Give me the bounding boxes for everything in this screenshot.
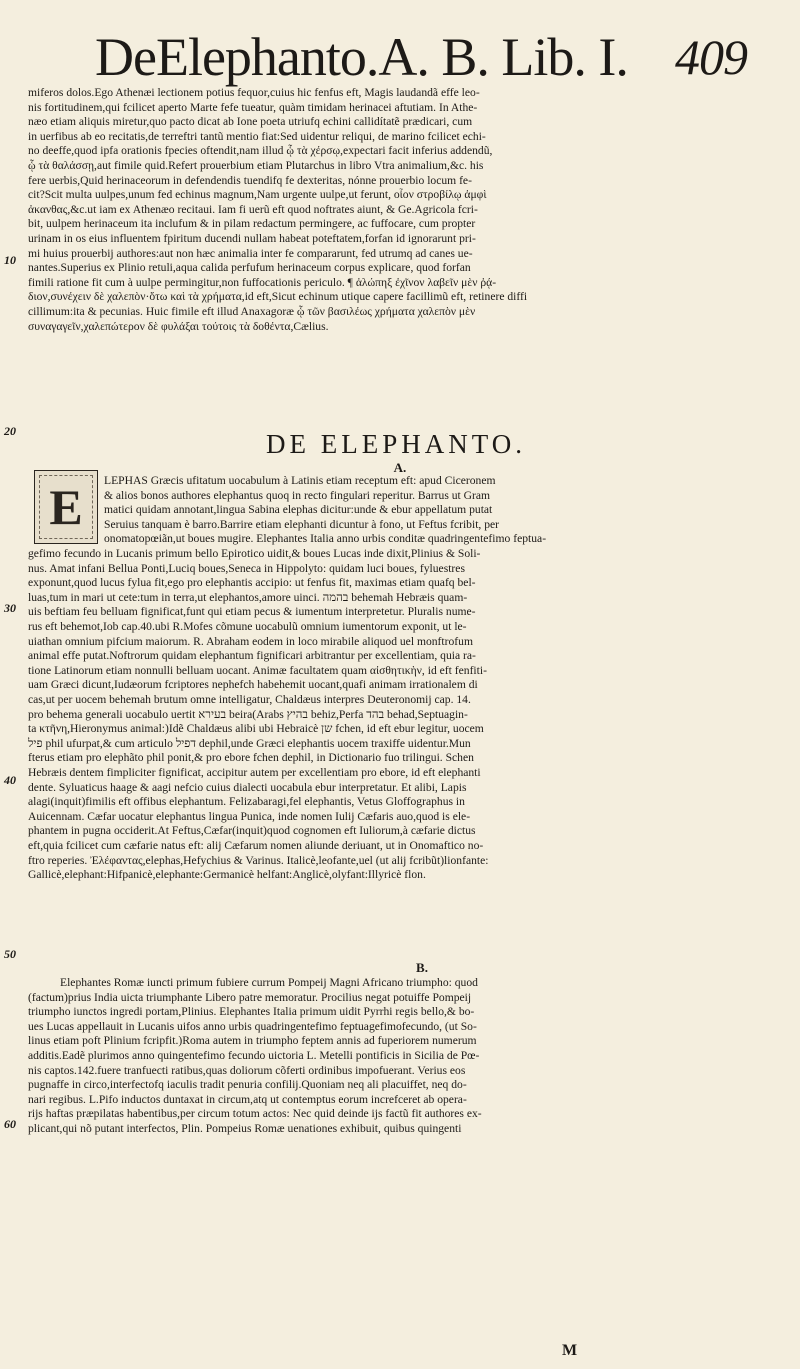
text-line: Auicennam. Cæfar uocatur elephantus lingua Punica, inde nomen Iulij Cæfaris auo,quod is ele- — [28, 809, 471, 823]
text-line: LEPHAS Græcis ufitatum uocabulum à Latinis etiam receptum eft: apud Ciceronem — [104, 474, 496, 487]
text-line: in uerfibus ab eo recitatis,de terreftri tantũ mentio fiat:Sed uidentur reliqui, de marino fcilicet echi- — [28, 129, 486, 143]
text-line: dente. Syluaticus haage & aagi nefcio cuius dialecti uocabula ebur interpretatur. Et alibi, Lapis — [28, 780, 467, 794]
text-line: ftro reperies. Ἐλέφαντας,elephas,Hefychius & Varinus. Italicè,leofante,uel (ut alij fcribũt)lionfante: — [28, 853, 489, 867]
text-line: nantes.Superius ex Plinio retuli,aqua calida perfufum herinaceum corpus explicare, quod forfan — [28, 261, 471, 275]
drop-cap-letter: E — [49, 479, 83, 535]
text-line: fterus etiam pro elephãto phil ponit,& pro ebore fchen dephil, in Dictionario fuo trilingui. Schen — [28, 751, 474, 765]
text-line: bit, uulpem herinaceum ita inclufum & in pilam redactum permingere, ac fuffocare, cum propter — [28, 217, 476, 231]
subsection-b-label: B. — [416, 960, 428, 975]
text-line: plicant,qui nõ putant interfectos, Plin. Pompeius Romæ uenationes exhibuit, quibus quingenti — [28, 1122, 462, 1135]
text-line: rijs haftas præpilatas habentibus,per circum totum actos: Nec quid deinde ijs factũ fit authores ex- — [28, 1107, 482, 1121]
running-header — [95, 22, 775, 92]
margin-number: 20 — [4, 424, 16, 438]
margin-number: 50 — [4, 947, 16, 961]
text-line: onomatopœiãn,ut boues mugire. Elephantes Italia anno urbis conditæ quadringentefimo feptua- — [104, 532, 547, 546]
text-line: (factum)prius India uicta triumphante Libero patre memoratur. Procilius negat potuiffe Pompeij — [28, 990, 472, 1004]
text-line: nis fortitudinem,qui fcilicet aperto Marte fefe tueatur, quàm timidam herinacei aftutiam. In Athe- — [28, 100, 478, 114]
text-line: nari regibus. L.Pifo inductos duntaxat in circum,atq ut contemptus eorum increfceret ab opera- — [28, 1092, 467, 1106]
text-line: exponunt,quod lucus fylua fit,ego pro elephantis accipio: ut fenfus fit, maximas etiam quafq bel- — [28, 576, 476, 590]
text-line: uis beftiam feu belluam fignificat,funt qui etiam pecus & iumentum interpretetur. Pluralis nume- — [28, 605, 476, 619]
text-line: miferos dolos.Ego Athenæi lectionem potius fequor,cuius hic fenfus eft, Magis laudandã effe leo- — [28, 86, 480, 99]
text-line: pugnaffe in circo,interfectofq iaculis tradit penuria confilij.Quoniam neq ali placuiffet, neq do- — [28, 1078, 467, 1092]
text-line: ta κτῆνη,Hieronymus animal:)Idẽ Chaldæus alibi ubi Hebraicè שן fchen, id eft ebur legitur, uocem — [28, 722, 484, 736]
margin-number: 60 — [4, 1117, 16, 1131]
margin-number: 40 — [4, 773, 16, 787]
text-line: & alios bonos authores elephantus quoq in recto fingulari reperitur. Barrus ut Gram — [104, 488, 491, 502]
text-line: linus etiam poft Plinium fcripfit.)Roma autem in triumpho feptem annis ad fuperiorem numerum — [28, 1034, 477, 1048]
text-line: no deeffe,quod ipfa orationis fpecies oftendit,nam illud ᾧ τὰ χέρσῳ,expectari facit inferius addendũ, — [28, 144, 493, 158]
text-line: alagi(inquit)fimilis eft offibus elephantum. Felizabaragi,fel elephantis, Vetus Gloffographus in — [28, 795, 465, 809]
text-line: gefimo fecundo in Lucanis primum bello Epirotico uidit,& boues Lucas inde dixit,Plinius & Soli- — [28, 547, 481, 560]
text-line: additis.Eadẽ plurimos anno quingentefimo fecundo uictoria L. Metelli pontificis in Sicilia de Pœ- — [28, 1049, 480, 1062]
text-line: Hebræis dentem fimpliciter fignificat, accipitur autem per excellentiam pro ebore, id eft elephanti — [28, 766, 481, 779]
text-line: συναγαγεῖν,χαλεπώτερον δὲ φυλάξαι τούτοις τὰ δοθέντα,Cælius. — [28, 319, 329, 333]
margin-number: 30 — [4, 601, 16, 615]
text-line: fere uerbis,Quid herinaceorum in defendendis tuendifq fe dexteritas, nónne prouerbio locum fe- — [28, 173, 472, 187]
text-line: tione Latinorum etiam nonnulli belluam uocant. Animæ facultatem quam αἰσθητικὴν, id eft fenfiti- — [28, 663, 487, 677]
text-line: Gallicè,elephant:Hifpanicè,elephante:Germanicè helfant:Anglicè,olyfant:Illyricè flon. — [28, 868, 426, 882]
text-line: matici quidam annotant,lingua Sabina elephas dicitur:unde & ebur appellatum putat — [104, 503, 493, 517]
text-line: rus eft behemot,Iob cap.40.ubi R.Mofes cõmune uocabulũ omnium iumentorum exponit, ut le- — [28, 620, 467, 633]
text-line: mi huius prouerbij authores:aut non hæc animalia inter fe compararunt, fed utrumq ad canes ue- — [28, 246, 473, 260]
subsection-a-label: A. — [393, 460, 407, 475]
text-line: διον,συνέχειν δὲ χαλεπὸν·ὅτω καὶ τὰ χρήματα,id eft,Sicut echinum utique capere facillimũ eft, retinere diffi — [28, 290, 528, 304]
text-line: cas,ut per uocem behemah brutum omne intelligatur, Chaldæus interpres Deuteronomij cap. 14. — [28, 693, 471, 706]
text-line: phantem in pugna occiderit.At Feftus,Cæfar(inquit)quod cognomen eft Iuliorum,à cæfarie dictus — [28, 824, 476, 838]
catchword: M — [562, 1342, 578, 1359]
text-line: eft,quia fcilicet cum cæfarie natus eft: alij Cæfarum nomen aliunde deriuant, ut in Onomaftico no- — [28, 839, 484, 852]
text-line: ᾧ τὰ θαλάσσῃ,aut fimile quid.Refert prouerbium etiam Plutarchus in libro Vtra animalium,&c. his — [28, 159, 484, 172]
text-line: Seruius tanquam è barro.Barrire etiam elephanti dicuntur à fono, ut Feftus fcribit, per — [104, 517, 500, 531]
text-line: animal effe putat.Noftrorum quidam elephantum fignificari arbitrantur per excellentiam, quia ra- — [28, 649, 476, 663]
text-line: urinam in os eius influentem fpiritum ducendi nullam habeat poteftatem,forfan id ignorarunt pri- — [28, 232, 476, 245]
margin-number: 10 — [4, 253, 16, 267]
running-title: DeElephanto.A. B. Lib. I. — [95, 27, 628, 87]
text-line: cit?Scit multa uulpes,unum fed echinus magnum,Nam urgente uulpe,ut ferunt, οἷον στροβίλῳ ἀμφὶ — [28, 188, 487, 202]
text-line: ues Lucas appellauit in Lucanis uifos anno urbis quadringentefimo feptuagefimofecundo, (ut So- — [28, 1019, 477, 1033]
text-line: pro behema generali uocabulo uertit בעירא beira(Arabs בהיץ behiz,Perfa בהד behad,Septuagin- — [28, 707, 468, 721]
text-line: nis captos.142.fuere tranfuecti ratibus,quas doliorum cõferti ordinibus impofuerant. Verius eos — [28, 1063, 466, 1077]
section-title: DE ELEPHANTO. — [266, 429, 526, 459]
text-line: cillimum:ita & pecunias. Huic fimile eft illud Anaxagoræ ᾧ τῶν βασιλέως χρήματα χαλεπὸν μὲν — [28, 305, 476, 318]
text-line: næo etiam aliquis miretur,quo pacto dicat ab Ione poeta utriufq echini callidítatẽ prædicari, cum — [28, 115, 473, 129]
text-line: fimili ratione fit cum à uulpe permingitur,non fuffocationis periculo. ¶ ἀλώπηξ ἐχῖνον λαβεῖν μὲν ῥᾴ- — [28, 275, 497, 289]
drop-cap-initial — [34, 470, 98, 544]
text-line: nus. Amat infani Bellua Ponti,Luciq boues,Seneca in Hippolyto: quidam luci boues, fyluestres — [28, 561, 465, 575]
text-line: uiathan omnium pifcium maiorum. R. Abraham eodem in loco mirabile aliquod uel monftrofum — [28, 634, 473, 648]
folio-number: 409 — [675, 29, 747, 85]
text-line: uam Græci dicunt,Iudæorum fcriptores nephefch habehemit uocant,quafi animam irrationalem di — [28, 678, 478, 692]
text-line: triumpho iunctos ingredi portam,Plinius. Elephantes Italia primum uidit Pyrrhi regis bello,& bo- — [28, 1005, 475, 1019]
text-line: Elephantes Romæ iuncti primum fubiere currum Pompeij Magni Africano triumpho: quod — [60, 976, 478, 989]
text-line: פיל phil ufurpat,& cum articulo דפיל dephil,unde Græci elephantis uocem traxiffe uidentur.Mun — [28, 736, 471, 750]
text-line: ἀκανθας,&c.ut iam ex Athenæo recitaui. Iam fi uerũ eft quod noftrates aiunt, & Ge.Agricola fcri- — [28, 202, 478, 216]
text-line: luas,tum in mari ut cete:tum in terra,ut elephantos,amore uinci. בהמה behemah Hebræis quam- — [28, 590, 468, 604]
